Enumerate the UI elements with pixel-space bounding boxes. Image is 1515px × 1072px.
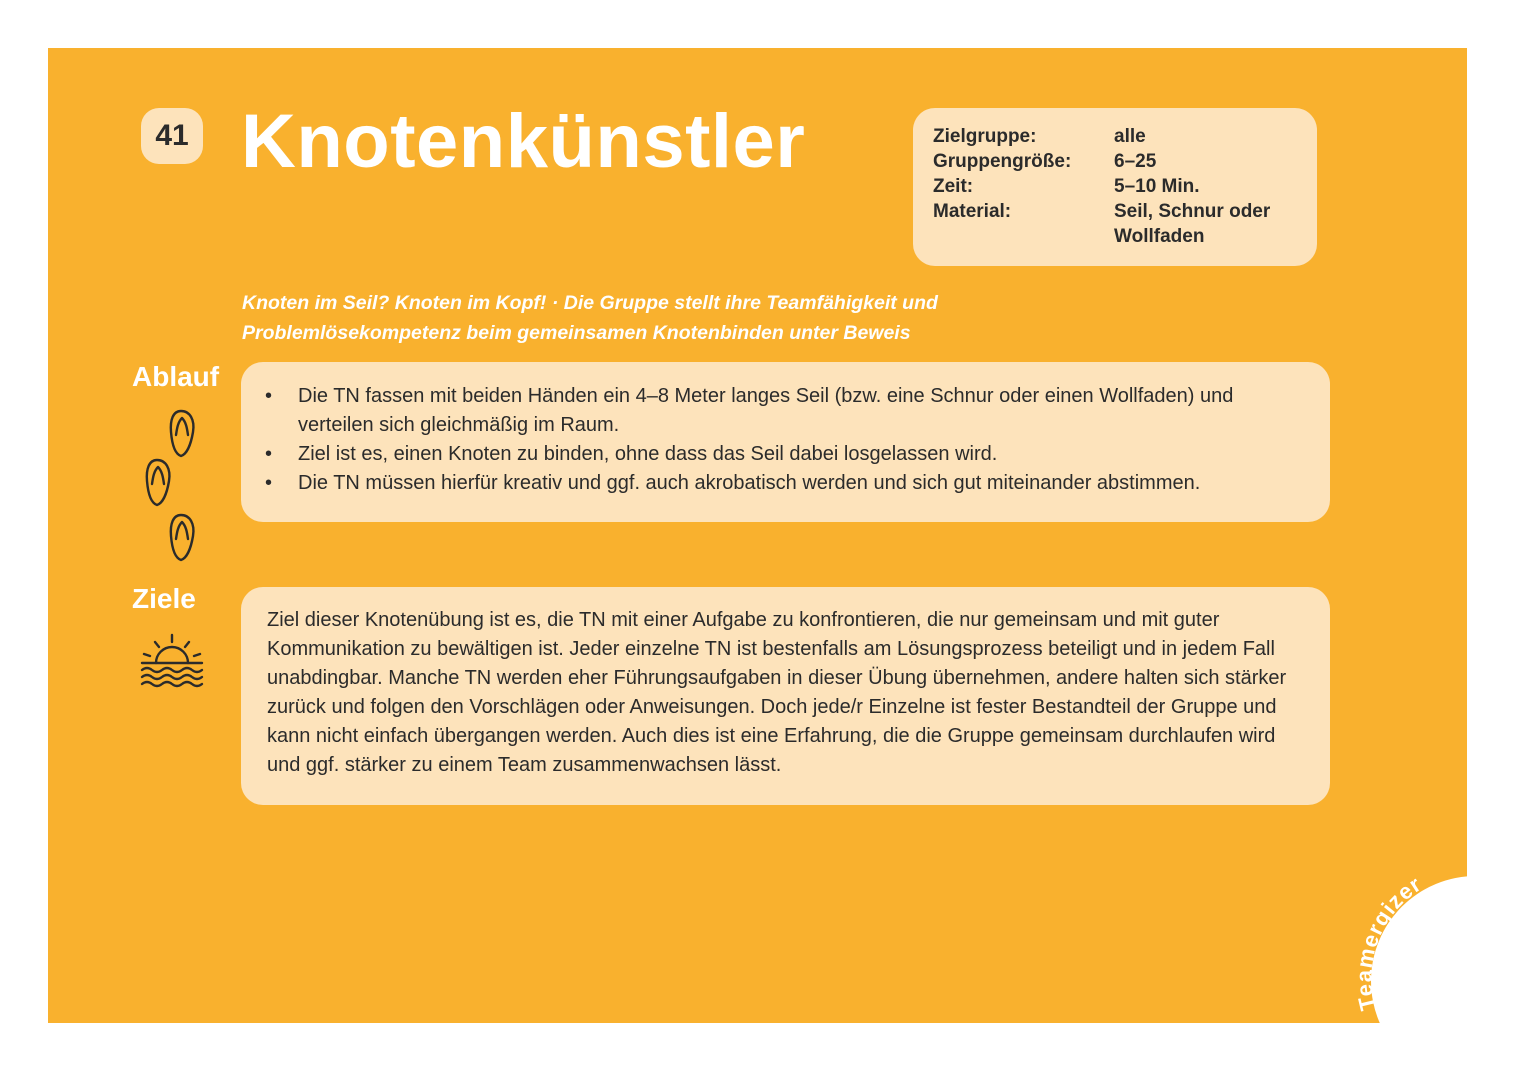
info-value: Seil, Schnur oder Wollfaden — [1114, 201, 1271, 247]
sunset-over-water-icon — [138, 632, 206, 692]
ziele-content-box — [241, 587, 1330, 805]
ziele-heading: Ziele — [132, 583, 196, 614]
list-item: • Die TN fassen mit beiden Händen ein 4–8 Meter langes Seil (bzw. eine Schnur oder einen Wollfaden) und verteilen sich gleichmäßig im Raum. — [263, 382, 1302, 440]
subtitle-line: Problemlösekompetenz beim gemeinsamen Knotenbinden unter Beweis — [242, 322, 911, 344]
info-row-zielgruppe — [933, 124, 1297, 149]
ablauf-heading: Ablauf — [132, 361, 220, 392]
info-label: Zeit: — [933, 176, 974, 197]
card-title: Knotenkünstler — [241, 99, 806, 184]
list-item: • Ziel ist es, einen Knoten zu binden, ohne dass das Seil dabei losgelassen wird. — [263, 440, 1302, 469]
info-row-zeit — [933, 174, 1297, 199]
info-label: Zielgruppe: — [933, 126, 1037, 147]
activity-card — [48, 48, 1467, 1023]
ablauf-list — [263, 382, 1302, 498]
svg-text:Teamergizer — [1351, 871, 1426, 1013]
info-row-material — [933, 199, 1297, 249]
brand-logo — [1318, 828, 1467, 1023]
ablauf-content-box — [241, 362, 1330, 522]
list-item: • Die TN müssen hierfür kreativ und ggf. auch akrobatisch werden und sich gut miteinander abstimmen. — [263, 469, 1302, 498]
flip-flops-icon — [140, 408, 202, 568]
card-subtitle — [242, 288, 1002, 348]
info-label: Material: — [933, 201, 1012, 222]
subtitle-line: Knoten im Seil? Knoten im Kopf! · Die Gruppe stellt ihre Teamfähigkeit und — [242, 292, 938, 314]
info-row-gruppengroesse — [933, 149, 1297, 174]
ziele-text: Ziel dieser Knotenübung ist es, die TN mit einer Aufgabe zu konfrontieren, die nur gemeinsam und mit guter Kommunikation zu bewältigen ist. Jeder einzelne TN ist bestenfalls am Lösungsprozess beteiligt und in jedem Fall unabdingbar. Manche TN werden eher Führungsaufgaben in dieser Übung übernehmen, andere halten sich stärker zurück und folgen den Vorschlägen oder Anweisungen. Doch jede/r Einzelne ist fester Bestandteil der Gruppe und kann nicht einfach übergangen werden. Auch dies ist eine Erfahrung, die die Gruppe gemeinsam durchlaufen wird und ggf. stärker zu einem Team zusammenwachsen lässt. — [267, 609, 1287, 776]
info-value: 6–25 — [1114, 151, 1157, 172]
info-value: 5–10 Min. — [1114, 176, 1200, 197]
card-number: 41 — [155, 119, 189, 152]
card-number-badge — [141, 108, 203, 164]
info-label: Gruppengröße: — [933, 151, 1072, 172]
brand-name: Teamergizer — [1351, 871, 1426, 1013]
info-box — [913, 108, 1317, 266]
info-value: alle — [1114, 126, 1146, 147]
